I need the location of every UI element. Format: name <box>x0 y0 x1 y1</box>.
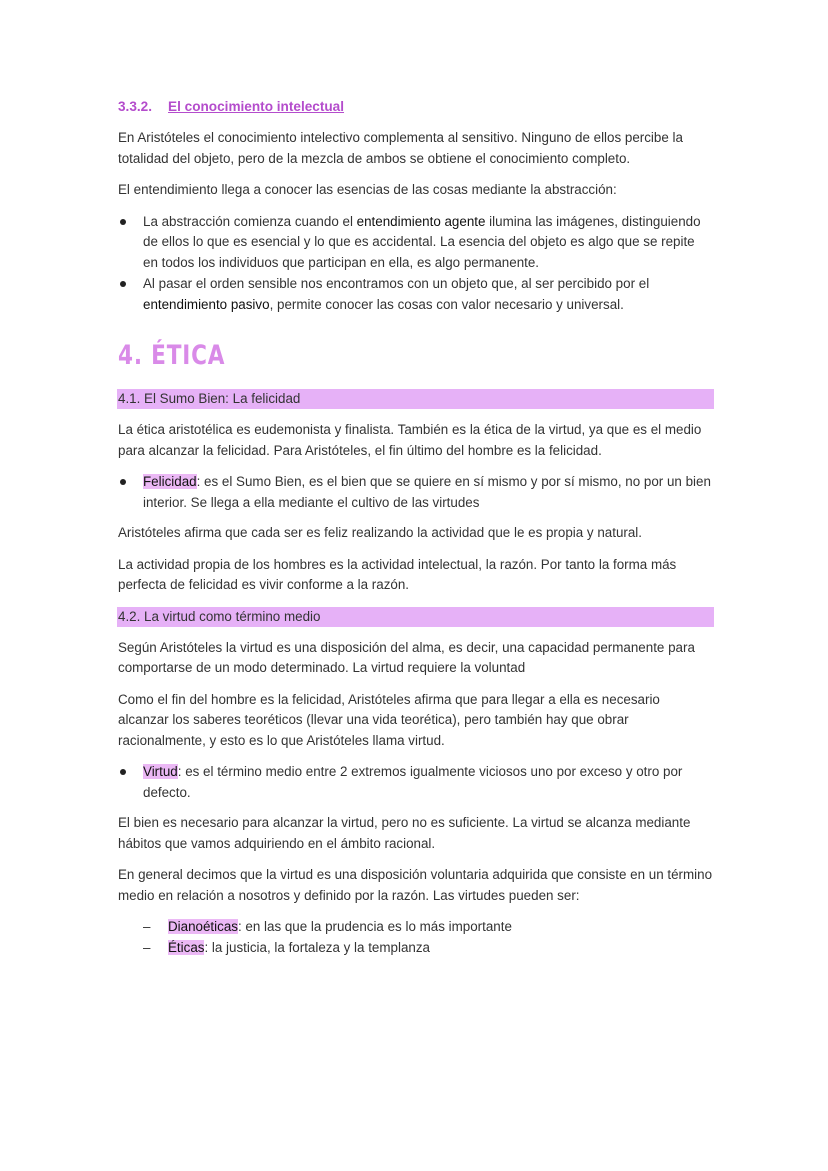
bullet-list <box>118 212 712 316</box>
paragraph: En Aristóteles el conocimiento intelectivo complementa al sensitivo. Ninguno de ellos percibe la totalidad del objeto, pero de la mezcla de ambos se obtiene el conocimiento completo. <box>118 130 683 166</box>
list-item: La abstracción comienza cuando el entendimiento agente ilumina las imágenes, distinguiendo de ellos lo que es esencial y lo que es accidental. La esencia del objeto es algo que se repite en todos los individuos que participan en ella, es algo permanente. <box>118 212 712 274</box>
dash-icon: – <box>143 919 151 934</box>
bullet-icon <box>120 219 126 225</box>
key-term: entendimiento agente <box>356 213 486 229</box>
highlighted-term: Éticas <box>168 939 205 955</box>
list-item: Al pasar el orden sensible nos encontramos con un objeto que, al ser percibido por el entendimiento pasivo, permite conocer las cosas con valor necesario y universal. <box>118 274 712 315</box>
highlighted-term: Felicidad <box>143 474 197 489</box>
dash-icon: – <box>143 939 151 955</box>
bullet-icon <box>120 281 126 287</box>
bullet-icon <box>120 479 126 485</box>
paragraph: En general decimos que la virtud es una disposición voluntaria adquirida que consiste en un término medio en relación a nosotros y definido por la razón. Las virtudes pueden ser: <box>118 867 713 903</box>
list-item: Virtud: es el término medio entre 2 extremos igualmente viciosos uno por exceso y otro por defecto. <box>118 762 712 803</box>
list-item: – Dianoéticas: en las que la prudencia es lo más importante <box>118 917 712 938</box>
paragraph: La ética aristotélica es eudemonista y finalista. También es la ética de la virtud, ya que es el medio para alcanzar la felicidad. Para Aristóteles, el fin último del hombre es la felicidad. <box>118 422 702 458</box>
dash-list <box>118 917 712 958</box>
paragraph: Según Aristóteles la virtud es una disposición del alma, es decir, una capacidad permanente para comportarse de un modo determinado. La virtud requiere la voluntad <box>118 639 695 675</box>
highlighted-term: Virtud <box>143 764 178 779</box>
paragraph: La actividad propia de los hombres es la actividad intelectual, la razón. Por tanto la forma más perfecta de felicidad es vivir conforme a la razón. <box>118 556 677 592</box>
section-heading-4-1: 4.1. El Sumo Bien: La felicidad <box>117 389 714 409</box>
subsection-title: El conocimiento intelectual <box>168 99 345 114</box>
paragraph: Aristóteles afirma que cada ser es feliz realizando la actividad que le es propia y natural. <box>118 525 643 540</box>
bullet-list <box>118 762 712 803</box>
list-item: Felicidad: es el Sumo Bien, es el bien que se quiere en sí mismo y por sí mismo, no por un bien interior. Se llega a ella mediante el cultivo de las virtudes <box>118 472 712 513</box>
bullet-icon <box>120 769 126 775</box>
subsection-heading-3-3-2 <box>118 96 712 118</box>
subsection-number: 3.3.2. <box>118 99 153 114</box>
paragraph: Como el fin del hombre es la felicidad, Aristóteles afirma que para llegar a ella es necesario alcanzar los saberes teoréticos (llevar una vida teorética), pero también hay que obrar racionalmente, y esto es lo que Aristóteles llama virtud. <box>118 691 660 748</box>
paragraph: El entendimiento llega a conocer las esencias de las cosas mediante la abstracción: <box>118 182 617 197</box>
key-term: entendimiento pasivo <box>143 296 270 312</box>
highlighted-term: Dianoéticas <box>168 919 238 934</box>
chapter-heading: 4. ÉTICA <box>118 340 226 371</box>
list-item: – Éticas: la justicia, la fortaleza y la templanza <box>118 938 712 959</box>
section-heading-4-2: 4.2. La virtud como término medio <box>117 607 714 627</box>
bullet-list <box>118 472 712 513</box>
paragraph: El bien es necesario para alcanzar la virtud, pero no es suficiente. La virtud se alcanza mediante hábitos que vamos adquiriendo en el ámbito racional. <box>118 815 691 851</box>
